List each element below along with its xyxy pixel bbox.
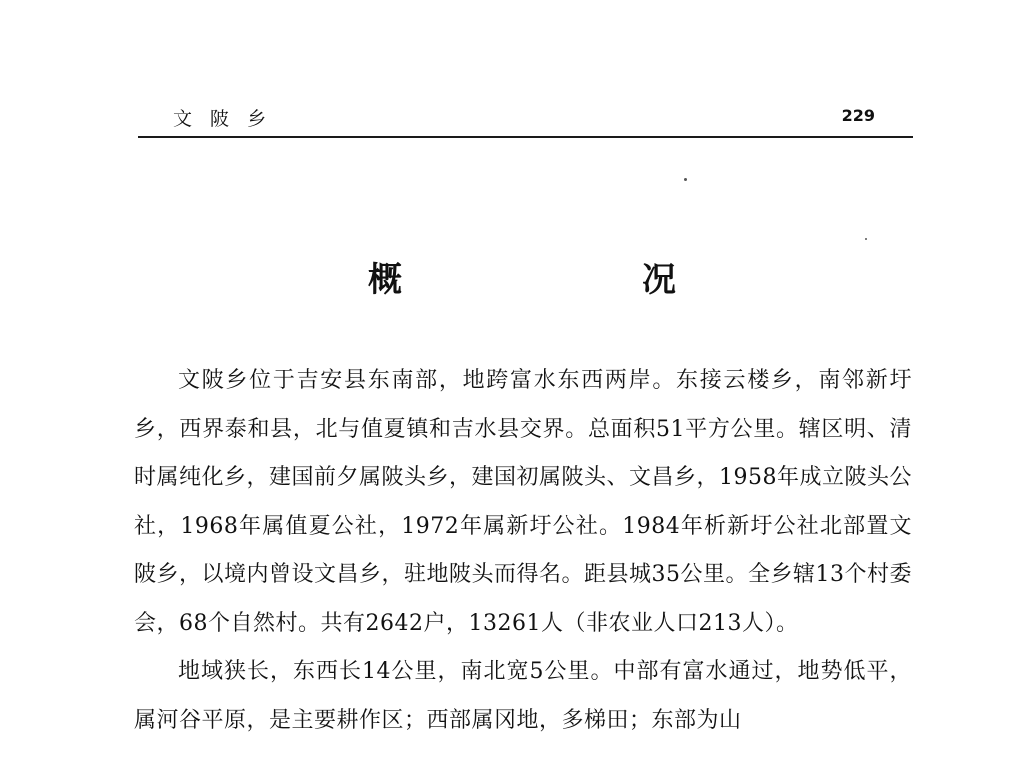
paragraph: 地域狭长，东西长14公里，南北宽5公里。中部有富水通过，地势低平，属河谷平原，是主要耕作区；西部属冈地，多梯田；东部为山	[134, 659, 912, 733]
paragraph: 文陂乡位于吉安县东南部，地跨富水东西两岸。东接云楼乡，南邻新圩乡，西界泰和县，北与值夏镇和吉水县交界。总面积51平方公里。辖区明、清时属纯化乡，建国前夕属陂头乡，建国初属陂头、文昌乡，1958年成立陂头公社，1968年属值夏公社，1972年属新圩公社。1984年析新圩公社北部置文陂乡，以境内曾设文昌乡，驻地陂头而得名。距县城35公里。全乡辖13个村委会，68个自然村。共有2642户，13261人（非农业人口213人）。	[134, 368, 912, 636]
page-number: 229	[841, 106, 875, 125]
section-heading-char: 概	[368, 260, 402, 300]
header-title: 文 陂 乡	[173, 108, 273, 130]
section-heading-char: 况	[642, 260, 676, 300]
body-text	[134, 357, 912, 745]
running-header	[138, 100, 913, 138]
print-speck	[684, 178, 687, 181]
print-speck	[865, 238, 867, 240]
section-heading	[0, 252, 1024, 300]
